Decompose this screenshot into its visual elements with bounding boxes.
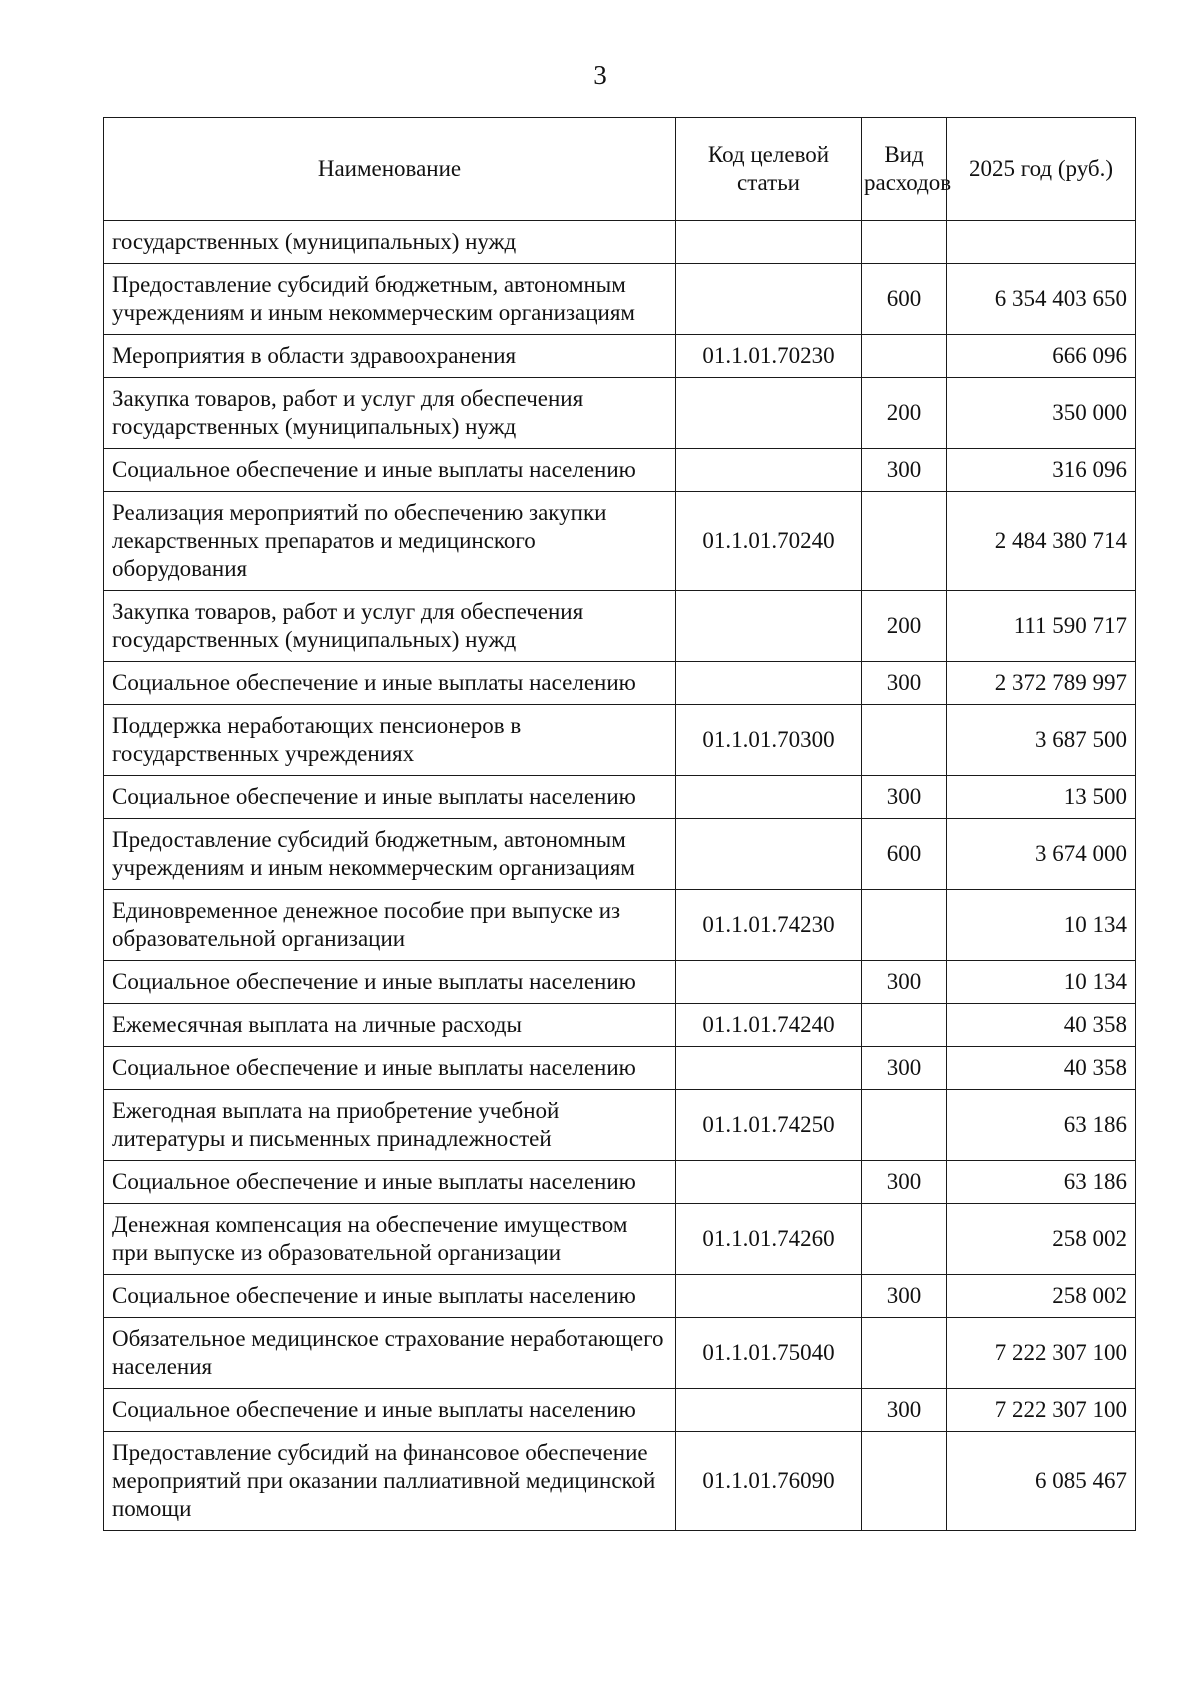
table-row: [104, 961, 1136, 1004]
table-row: [104, 1389, 1136, 1432]
row-code-cell: 01.1.01.70230: [676, 335, 862, 378]
row-name-cell: Социальное обеспечение и иные выплаты населению: [104, 961, 676, 1004]
row-code-cell: 01.1.01.76090: [676, 1432, 862, 1531]
row-code-cell: [676, 449, 862, 492]
row-code-cell: [676, 264, 862, 335]
row-code-cell: 01.1.01.74240: [676, 1004, 862, 1047]
table-row: [104, 705, 1136, 776]
row-type-cell: [862, 1090, 947, 1161]
table-row: [104, 1275, 1136, 1318]
row-amount-cell: 6 085 467: [947, 1432, 1136, 1531]
header-type: Вид расходов: [862, 118, 947, 221]
row-name-cell: Социальное обеспечение и иные выплаты населению: [104, 1047, 676, 1090]
row-amount-cell: 7 222 307 100: [947, 1389, 1136, 1432]
row-type-cell: 300: [862, 776, 947, 819]
table-row: [104, 662, 1136, 705]
row-code-cell: [676, 776, 862, 819]
row-amount-cell: 2 372 789 997: [947, 662, 1136, 705]
row-name-cell: Предоставление субсидий бюджетным, автономным учреждениям и иным некоммерческим организациям: [104, 264, 676, 335]
row-type-cell: [862, 335, 947, 378]
row-name-cell: Денежная компенсация на обеспечение имуществом при выпуске из образовательной организации: [104, 1204, 676, 1275]
row-type-cell: 300: [862, 449, 947, 492]
row-type-cell: 300: [862, 662, 947, 705]
row-name-cell: Реализация мероприятий по обеспечению закупки лекарственных препаратов и медицинского оборудования: [104, 492, 676, 591]
row-code-cell: [676, 662, 862, 705]
header-code: Код целевой статьи: [676, 118, 862, 221]
row-code-cell: 01.1.01.74230: [676, 890, 862, 961]
row-name-cell: Закупка товаров, работ и услуг для обеспечения государственных (муниципальных) нужд: [104, 591, 676, 662]
header-amount: 2025 год (руб.): [947, 118, 1136, 221]
row-code-cell: 01.1.01.74260: [676, 1204, 862, 1275]
table-row: [104, 264, 1136, 335]
row-name-cell: Единовременное денежное пособие при выпуске из образовательной организации: [104, 890, 676, 961]
row-amount-cell: 2 484 380 714: [947, 492, 1136, 591]
row-code-cell: [676, 591, 862, 662]
table-row: [104, 776, 1136, 819]
row-amount-cell: 350 000: [947, 378, 1136, 449]
row-amount-cell: 7 222 307 100: [947, 1318, 1136, 1389]
row-name-cell: Социальное обеспечение и иные выплаты населению: [104, 776, 676, 819]
row-amount-cell: 316 096: [947, 449, 1136, 492]
row-name-cell: Социальное обеспечение и иные выплаты населению: [104, 662, 676, 705]
row-name-cell: Социальное обеспечение и иные выплаты населению: [104, 1275, 676, 1318]
row-code-cell: 01.1.01.70240: [676, 492, 862, 591]
table-row: [104, 1047, 1136, 1090]
table-row: [104, 449, 1136, 492]
row-name-cell: Социальное обеспечение и иные выплаты населению: [104, 1389, 676, 1432]
budget-table: [103, 117, 1136, 1531]
row-type-cell: [862, 221, 947, 264]
row-amount-cell: 258 002: [947, 1204, 1136, 1275]
table-row: [104, 1004, 1136, 1047]
table-row: [104, 591, 1136, 662]
row-amount-cell: 63 186: [947, 1090, 1136, 1161]
row-name-cell: Закупка товаров, работ и услуг для обеспечения государственных (муниципальных) нужд: [104, 378, 676, 449]
row-amount-cell: 10 134: [947, 890, 1136, 961]
row-name-cell: Обязательное медицинское страхование неработающего населения: [104, 1318, 676, 1389]
table-row: [104, 1432, 1136, 1531]
row-type-cell: [862, 705, 947, 776]
row-amount-cell: 13 500: [947, 776, 1136, 819]
row-type-cell: 600: [862, 264, 947, 335]
row-amount-cell: 40 358: [947, 1004, 1136, 1047]
row-code-cell: 01.1.01.75040: [676, 1318, 862, 1389]
row-amount-cell: 63 186: [947, 1161, 1136, 1204]
row-name-cell: Социальное обеспечение и иные выплаты населению: [104, 449, 676, 492]
table-row: [104, 221, 1136, 264]
table-row: [104, 819, 1136, 890]
header-row: [104, 118, 1136, 221]
table-row: [104, 378, 1136, 449]
row-type-cell: [862, 890, 947, 961]
row-name-cell: государственных (муниципальных) нужд: [104, 221, 676, 264]
table-row: [104, 1318, 1136, 1389]
row-code-cell: [676, 819, 862, 890]
row-name-cell: Мероприятия в области здравоохранения: [104, 335, 676, 378]
row-name-cell: Поддержка неработающих пенсионеров в государственных учреждениях: [104, 705, 676, 776]
row-amount-cell: 666 096: [947, 335, 1136, 378]
table-row: [104, 1204, 1136, 1275]
row-code-cell: 01.1.01.70300: [676, 705, 862, 776]
row-code-cell: [676, 1275, 862, 1318]
row-code-cell: [676, 1047, 862, 1090]
row-type-cell: [862, 1004, 947, 1047]
row-amount-cell: 258 002: [947, 1275, 1136, 1318]
row-type-cell: 300: [862, 1275, 947, 1318]
row-amount-cell: 10 134: [947, 961, 1136, 1004]
row-code-cell: [676, 221, 862, 264]
row-amount-cell: 40 358: [947, 1047, 1136, 1090]
row-type-cell: 600: [862, 819, 947, 890]
row-type-cell: [862, 1204, 947, 1275]
table-row: [104, 335, 1136, 378]
row-code-cell: [676, 378, 862, 449]
row-type-cell: 200: [862, 591, 947, 662]
row-type-cell: 300: [862, 1389, 947, 1432]
row-code-cell: 01.1.01.74250: [676, 1090, 862, 1161]
table-body: [104, 221, 1136, 1531]
row-name-cell: Ежемесячная выплата на личные расходы: [104, 1004, 676, 1047]
table-row: [104, 1090, 1136, 1161]
page-number: 3: [593, 60, 607, 90]
row-type-cell: 200: [862, 378, 947, 449]
row-amount-cell: [947, 221, 1136, 264]
table-row: [104, 492, 1136, 591]
header-name: Наименование: [104, 118, 676, 221]
row-code-cell: [676, 1389, 862, 1432]
row-type-cell: [862, 492, 947, 591]
row-amount-cell: 3 687 500: [947, 705, 1136, 776]
row-type-cell: 300: [862, 1047, 947, 1090]
row-amount-cell: 111 590 717: [947, 591, 1136, 662]
row-type-cell: 300: [862, 961, 947, 1004]
row-amount-cell: 6 354 403 650: [947, 264, 1136, 335]
row-code-cell: [676, 1161, 862, 1204]
row-code-cell: [676, 961, 862, 1004]
row-name-cell: Ежегодная выплата на приобретение учебной литературы и письменных принадлежностей: [104, 1090, 676, 1161]
row-type-cell: 300: [862, 1161, 947, 1204]
row-name-cell: Предоставление субсидий на финансовое обеспечение мероприятий при оказании паллиативной медицинской помощи: [104, 1432, 676, 1531]
row-name-cell: Предоставление субсидий бюджетным, автономным учреждениям и иным некоммерческим организациям: [104, 819, 676, 890]
row-amount-cell: 3 674 000: [947, 819, 1136, 890]
table-row: [104, 1161, 1136, 1204]
row-type-cell: [862, 1432, 947, 1531]
row-name-cell: Социальное обеспечение и иные выплаты населению: [104, 1161, 676, 1204]
table-row: [104, 890, 1136, 961]
row-type-cell: [862, 1318, 947, 1389]
